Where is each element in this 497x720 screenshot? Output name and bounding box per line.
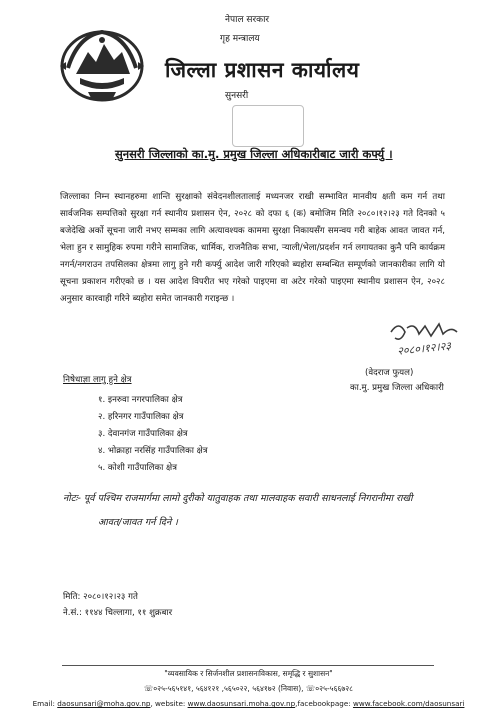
footer-divider bbox=[62, 665, 434, 666]
government-title: नेपाल सरकार bbox=[225, 15, 270, 25]
prohibited-areas-list bbox=[98, 392, 208, 477]
list-item: ४. भोक्राहा नरसिंह गाउँपालिका क्षेत्र bbox=[98, 446, 208, 456]
prohibited-areas-heading: निषेधाज्ञा लागु हुने क्षेत्र bbox=[63, 375, 132, 385]
list-item: ३. देवानगंज गाउँपालिका क्षेत्र bbox=[98, 429, 188, 439]
footer-motto: "व्यवसायिक र सिर्जनशील प्रशासनःविकास, समृद्धि र सुशासन" bbox=[164, 669, 333, 678]
date-bs: मिति: २०८०।१२।२३ गते bbox=[63, 592, 138, 602]
notice-body: जिल्लाका निम्न स्थानहरुमा शान्ति सुरक्षाको संवेदनशीलतालाई मध्यनजर राखी सम्भावित मानवीय क्षती कम गर्न तथा सार्वजनिक सम्पत्तिको सुरक्षा गर्न स्थानीय प्रशासन ऐन, २०२८ को दफा ६ (क) बमोजिम मिति २०८०।१२।२३ गते दिनको ५ बजेदेखि अर्को सूचना जारी नभए सम्मका लागि अत्यावश्यक काममा सुरक्षा निकायसँग समन्वय गरी बाहेक आवत जावत गर्न, भेला हुन र सामुहिक रुपमा गरीने सामाजिक, धार्मिक, राजनैतिक सभा, ऱ्याली/भेला/प्रदर्शन गर्न लगायतका कुनै पनि कार्यक्रम नगर्न/नगराउन तपसिलका क्षेत्रमा लागु हुने गरी कर्फ्यु आदेश जारी गरिएको ब्यहोरा सम्बन्धित सम्पूर्णको जानकारीका लागि यो सूचना प्रकाशन गरीएको छ । यस आदेश विपरीत भए गरेको पाइएमा वा अटेर गरेको पाइएमा स्थानीय प्रशासन ऐन, २०२८ अनुसार कारवाही गरिने ब्यहोरा समेत जानकारी गराइन्छ । bbox=[60, 192, 445, 304]
nepal-government-emblem bbox=[58, 22, 146, 104]
list-item: १. इनरुवा नगरपालिका क्षेत्र bbox=[98, 395, 183, 405]
notice-subject: सुनसरी जिल्लाको का.मु. प्रमुख जिल्ला अधिकारीबाट जारी कर्फ्यु । bbox=[115, 147, 393, 161]
note-line-2: आवत/जावत गर्न दिने । bbox=[98, 517, 178, 528]
email-label: Email: bbox=[32, 699, 55, 708]
list-item: ५. कोशी गाउँपालिका क्षेत्र bbox=[98, 463, 177, 473]
facebook-link[interactable]: www.facebook.com/daosunsari bbox=[352, 699, 465, 708]
officer-designation: का.मु. प्रमुख जिल्ला अधिकारी bbox=[350, 383, 444, 393]
handwritten-signature bbox=[385, 318, 480, 358]
list-item: २. हरिनगर गाउँपालिका क्षेत्र bbox=[98, 412, 184, 422]
facebook-label: ,facebookpage: bbox=[295, 699, 351, 708]
district-title: सुनसरी bbox=[225, 91, 249, 101]
officer-name: (वेदराज फुयल) bbox=[365, 368, 414, 378]
date-nepal-sambat: ने.सं.: ११४४ चिल्लागा, ११ शुक्रबार bbox=[63, 608, 173, 618]
footer-phones: ☏०२५-५६५१४१, ५६४१२१ ,५६५०२२, ५६४१७२ (निवास), ☏०२५-५६६७२८ bbox=[143, 684, 354, 693]
footer-contacts bbox=[0, 699, 497, 708]
office-title: जिल्ला प्रशासन कार्यालय bbox=[165, 58, 360, 82]
email-link[interactable]: daosunsari@moha.gov.np bbox=[57, 699, 151, 708]
website-label: , website: bbox=[150, 699, 186, 708]
note-line-1: नोटः- पूर्व पश्चिम राजमार्गमा लामो दुरीको यातुवाहक तथा मालवाहक सवारी साधनलाई निगरानीमा राखी bbox=[63, 493, 413, 504]
office-stamp bbox=[232, 105, 304, 147]
svg-text:२०८०।१२।२३: २०८०।१२।२३ bbox=[396, 339, 452, 358]
ministry-title: गृह मन्त्रालय bbox=[220, 34, 260, 44]
website-link[interactable]: www.daosunsari.moha.gov.np bbox=[187, 699, 296, 708]
